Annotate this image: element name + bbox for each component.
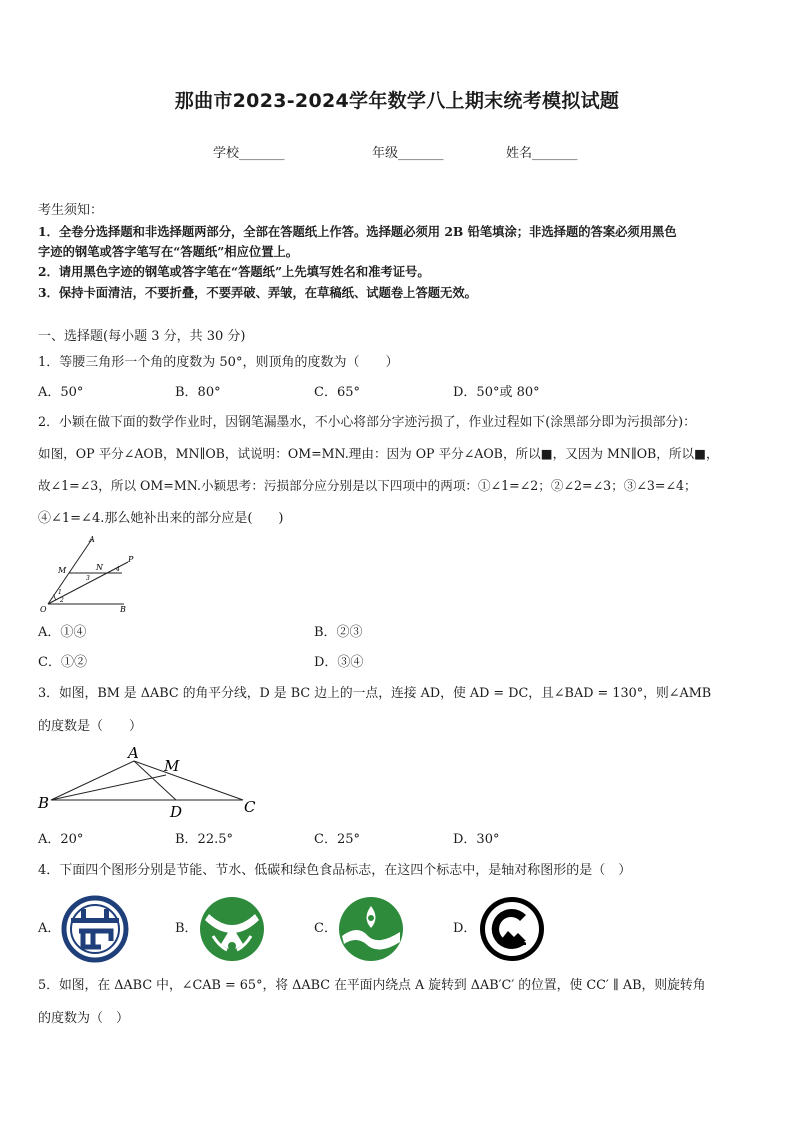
- label-o: O: [40, 605, 47, 614]
- q2-option-c[interactable]: C．①②: [38, 655, 87, 670]
- q3-option-a[interactable]: A．20°: [38, 832, 84, 847]
- q2-option-b[interactable]: B．②③: [314, 625, 363, 640]
- label-4: 4: [116, 566, 120, 573]
- side-ab: [51, 761, 134, 800]
- question-3-line: 的度数是（ ）: [38, 719, 143, 734]
- segment-bm: [51, 775, 166, 800]
- ray-oa: [48, 539, 92, 604]
- angle-arc: [54, 594, 56, 600]
- q4-option-d[interactable]: D．: [453, 921, 477, 936]
- question-1-stem: 1．等腰三角形一个角的度数为 50°，则顶角的度数为（ ）: [38, 355, 399, 370]
- label-3: 3: [86, 575, 90, 582]
- notice-item: 字迹的钢笔或答字笔写在“答题纸”相应位置上。: [38, 244, 299, 259]
- question-3-line: 3．如图，BM 是 ΔABC 的角平分线，D 是 BC 边上的一点，连接 AD，使 AD = DC，且∠BAD = 130°，则∠AMB: [38, 686, 712, 701]
- energy-saving-logo-icon: [61, 895, 129, 963]
- q2-option-a[interactable]: A．①④: [38, 625, 87, 640]
- q2-option-d[interactable]: D．③④: [314, 655, 364, 670]
- water-saving-logo-icon: [199, 896, 265, 962]
- notice-item: 2．请用黑色字迹的钢笔或答字笔在“答题纸”上先填写姓名和准考证号。: [38, 264, 430, 279]
- school-field[interactable]: 学校_______: [213, 146, 285, 161]
- section-heading: 一、选择题(每小题 3 分，共 30 分): [38, 329, 246, 344]
- question-2-line: ④∠1=∠4.那么她补出来的部分应是( ): [38, 511, 284, 526]
- label-a: A: [128, 744, 139, 762]
- q3-figure: [36, 744, 266, 820]
- label-c: C: [244, 798, 256, 816]
- label-2: 2: [60, 597, 64, 604]
- question-5-line: 5．如图，在 ΔABC 中，∠CAB = 65°，将 ΔABC 在平面内绕点 A 旋转到 ΔAB′C′ 的位置，使 CC′ ∥ AB，则旋转角: [38, 978, 706, 993]
- question-2-line: 故∠1=∠3，所以 OM=MN.小颖思考：污损部分应分别是以下四项中的两项：①∠1=∠2；②∠2=∠3；③∠3=∠4；: [38, 478, 697, 493]
- q3-option-d[interactable]: D．30°: [453, 832, 500, 847]
- notice-item: 1．全卷分选择题和非选择题两部分，全部在答题纸上作答。选择题必须用 2B 铅笔填涂；非选择题的答案必须用黑色: [38, 224, 677, 239]
- q3-option-c[interactable]: C．25°: [314, 832, 360, 847]
- label-a: A: [89, 535, 95, 544]
- notice-item: 3．保持卡面清洁，不要折叠，不要弄破、弄皱，在草稿纸、试题卷上答题无效。: [38, 285, 477, 300]
- label-p: P: [128, 555, 134, 564]
- label-d: D: [170, 803, 183, 820]
- q1-option-b[interactable]: B．80°: [175, 385, 221, 400]
- question-2-line: 2．小颖在做下面的数学作业时，因钢笔漏墨水，不小心将部分字迹污损了，作业过程如下(涂黑部分即为污损部分)：: [38, 415, 696, 430]
- q1-option-c[interactable]: C．65°: [314, 385, 360, 400]
- label-b: B: [38, 794, 50, 812]
- page-title: 那曲市2023-2024学年数学八上期末统考模拟试题: [174, 90, 620, 112]
- label-b: B: [120, 605, 126, 614]
- q4-option-c[interactable]: C．: [314, 921, 337, 936]
- grade-field[interactable]: 年级_______: [372, 146, 444, 161]
- q4-option-a[interactable]: A．: [38, 921, 61, 936]
- question-5-line: 的度数为（ ）: [38, 1011, 130, 1026]
- low-carbon-logo-icon: [338, 896, 404, 962]
- q4-option-b[interactable]: B．: [175, 921, 198, 936]
- question-4-stem: 4．下面四个图形分别是节能、节水、低碳和绿色食品标志，在这四个标志中，是轴对称图形的是（ ）: [38, 863, 632, 878]
- q1-option-a[interactable]: A．50°: [38, 385, 84, 400]
- green-food-logo-icon: [478, 895, 546, 963]
- question-2-line: 如图，OP 平分∠AOB，MN∥OB，试说明：OM=MN.理由：因为 OP 平分∠AOB，所以■，又因为 MN∥OB，所以■，: [38, 446, 719, 461]
- label-m: M: [164, 757, 180, 775]
- q2-figure: [36, 532, 140, 614]
- label-1: 1: [58, 589, 62, 596]
- notice-heading: 考生须知：: [38, 203, 104, 218]
- q3-option-b[interactable]: B．22.5°: [175, 832, 233, 847]
- name-field[interactable]: 姓名_______: [506, 146, 578, 161]
- side-ac: [134, 761, 243, 800]
- q1-option-d[interactable]: D．50°或 80°: [453, 385, 540, 400]
- label-n: N: [96, 563, 103, 572]
- label-m: M: [58, 566, 67, 575]
